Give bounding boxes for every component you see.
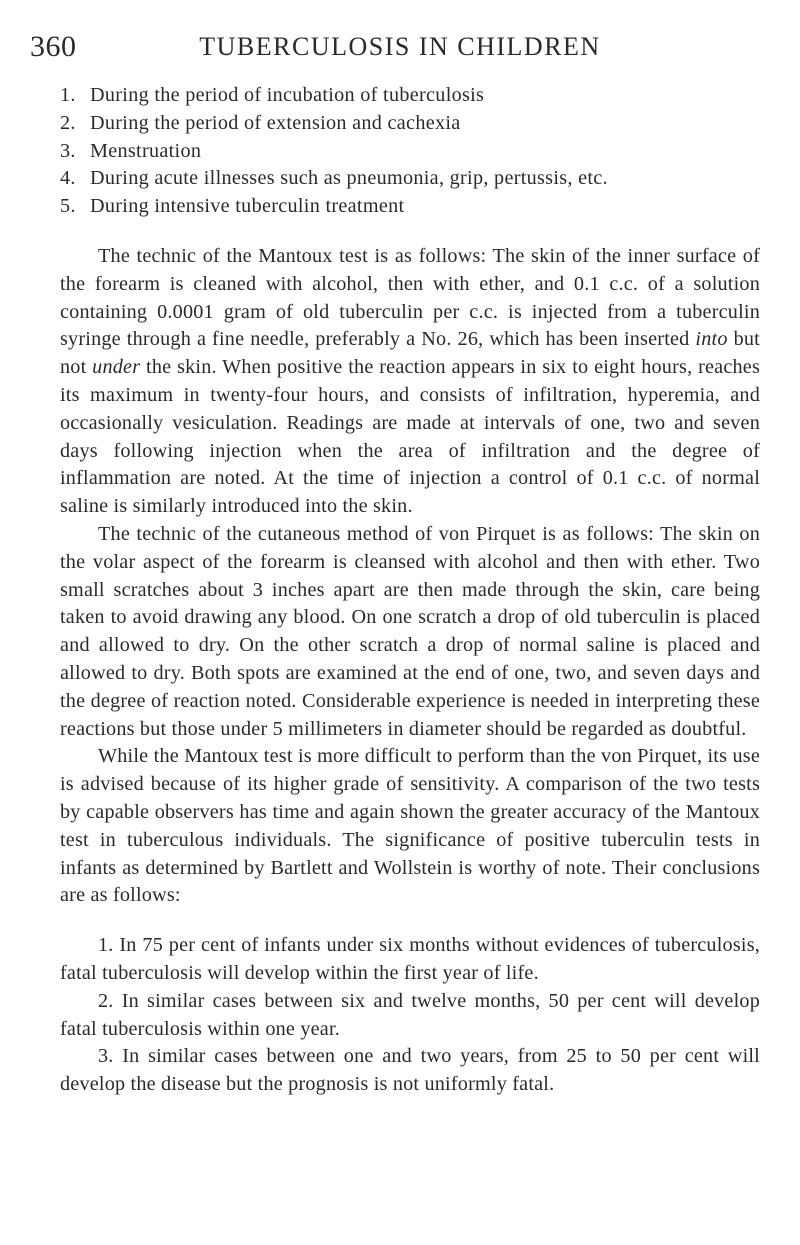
paragraph-text: The technic of the Mantoux test is as follows: The skin of the inner surface of the forearm is cleaned with alcohol, then with ether, and 0.1 c.c. of a solution containing 0.0001 gram of old tuberculin per c.c. is injected from a tuberculin syringe through a fine needle, preferably a No. 26, which has been inserted xyxy=(60,244,760,351)
list-item xyxy=(60,988,760,1044)
list-item xyxy=(60,165,760,193)
list-item xyxy=(60,138,760,166)
list-item-text: During the period of extension and cachexia xyxy=(90,111,461,134)
list-item xyxy=(60,932,760,988)
conclusions-list xyxy=(60,932,760,1099)
list-item-number: 1. xyxy=(98,934,114,957)
list-item-number: 2. xyxy=(60,111,76,134)
list-item-text: In 75 per cent of infants under six months without evidences of tuberculosis, fatal tuberculosis will develop within the first year of life. xyxy=(60,934,761,984)
emphasis-into: into xyxy=(695,328,728,351)
emphasis-under: under xyxy=(92,356,141,379)
list-item-number: 2. xyxy=(98,989,114,1012)
page-header xyxy=(30,30,770,70)
list-item xyxy=(60,193,760,221)
list-item-number: 1. xyxy=(60,84,76,106)
paragraph-mantoux-technic xyxy=(60,243,760,521)
paragraph-comparison: While the Mantoux test is more difficult to perform than the von Pirquet, its use is advised because of its higher grade of sensitivity. A comparison of the two tests by capable observers has time and again shown the greater accuracy of the Mantoux test in tuberculous individuals. The significance of positive tuberculin tests in infants as determined by Bartlett and Wollstein is worthy of note. Their conclusions are as follows: xyxy=(60,745,760,907)
list-item-text: During acute illnesses such as pneumonia, grip, pertussis, etc. xyxy=(90,167,608,190)
list-item-text: During the period of incubation of tuberculosis xyxy=(90,84,485,106)
paragraph-text: but not xyxy=(60,328,760,379)
running-head: TUBERCULOSIS IN CHILDREN xyxy=(199,32,601,61)
page-number: 360 xyxy=(30,30,77,63)
list-item xyxy=(60,82,760,110)
list-item xyxy=(60,110,760,138)
list-item-text: Menstruation xyxy=(90,139,202,162)
conditions-list xyxy=(60,82,760,221)
list-item-text: In similar cases between six and twelve months, 50 per cent will develop fatal tuberculosis within one year. xyxy=(60,989,760,1040)
paragraph-pirquet-technic: The technic of the cutaneous method of von Pirquet is as follows: The skin on the volar aspect of the forearm is cleansed with alcohol and then with ether. Two small scratches about 3 inches apart are then made through the skin, care being taken to avoid drawing any blood. On one scratch a drop of old tuberculin is placed and allowed to dry. On the other scratch a drop of normal saline is placed and allowed to dry. Both spots are examined at the end of one, two, and seven days and the degree of reaction noted. Considerable experience is needed in interpreting these reactions but those under 5 millimeters in diameter should be regarded as doubtful. xyxy=(60,522,760,740)
list-item xyxy=(60,1043,760,1099)
list-item-number: 5. xyxy=(60,195,76,218)
list-item-number: 3. xyxy=(60,139,76,162)
list-item-number: 4. xyxy=(60,167,76,190)
list-item-number: 3. xyxy=(98,1045,114,1068)
body-text xyxy=(60,82,760,1099)
list-item-text: During intensive tuberculin treatment xyxy=(90,195,405,218)
list-item-text: In similar cases between one and two years, from 25 to 50 per cent will develop the disease but the prognosis is not uniformly fatal. xyxy=(60,1045,760,1096)
paragraph-text: the skin. When positive the reaction appears in six to eight hours, reaches its maximum in twenty-four hours, and consists of infiltration, hyperemia, and occasionally vesiculation. Readings are made at intervals of one, two and seven days following injection when the area of infiltration and the degree of inflammation are noted. At the time of injection a control of 0.1 c.c. of normal saline is similarly introduced into the skin. xyxy=(60,356,760,518)
